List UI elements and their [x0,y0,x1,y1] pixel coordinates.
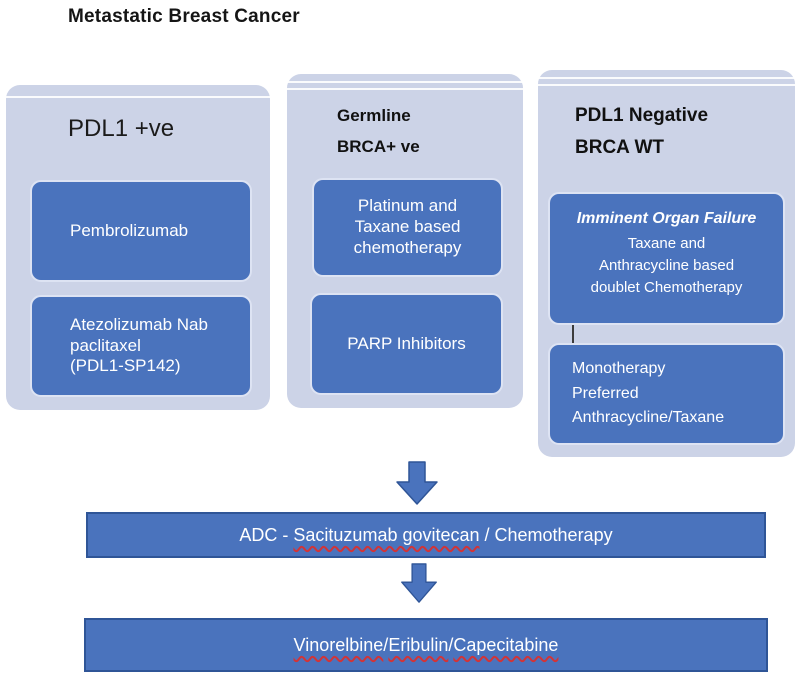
box-monotherapy [548,343,785,445]
page-title: Metastatic Breast Cancer [68,6,300,27]
box-line: Pembrolizumab [70,220,189,240]
column-pdl1-positive [6,85,270,410]
box-line: (PDL1-SP142) [70,356,181,376]
misspelled-word: Capecitabine [453,634,559,655]
box-atezolizumab [30,295,252,397]
box-line: Monotherapy [572,359,666,377]
bar-text-segment: / [448,634,454,655]
box-line: PARP Inhibitors [347,333,466,353]
box-line: Preferred [572,384,639,402]
column-header [6,115,270,143]
down-arrow-icon [395,461,439,506]
column-pdl1-negative-brca-wt [538,70,795,457]
column-top-divider [538,77,795,79]
column-header [538,100,795,164]
bar-text-segment: / [383,634,389,655]
down-arrow-icon [400,563,438,604]
bar-adc-chemotherapy [86,512,766,558]
box-parp-inhibitors [310,293,503,395]
box-line: Taxane based [354,217,461,237]
bar-text [239,525,612,546]
column-header-line: Germline [337,106,411,125]
column-header [287,100,523,162]
bar-vinorelbine-eribulin-capecitabine [84,618,768,672]
box-line: Taxane and [627,235,706,253]
bar-text-segment: ADC - [239,524,294,545]
box-title: Imminent Organ Failure [576,210,757,227]
misspelled-word: Sacituzumab govitecan [293,524,480,545]
box-line: chemotherapy [353,237,462,257]
column-top-divider [538,84,795,86]
box-imminent-organ-failure [548,192,785,325]
box-line: Anthracycline based [598,256,735,274]
column-germline-brca [287,74,523,408]
column-header-line: PDL1 Negative [575,105,709,126]
misspelled-word: Eribulin [388,634,449,655]
bar-text [294,635,559,656]
bar-text-segment: / Chemotherapy [479,524,613,545]
box-line: Atezolizumab Nab [70,314,208,334]
column-top-divider [287,88,523,90]
misspelled-word: Vinorelbine [293,634,384,655]
box-line: Platinum and [357,196,458,216]
box-line: paclitaxel [70,335,141,355]
column-header-line: BRCA+ ve [337,137,420,156]
column-header-line: BRCA WT [575,137,664,158]
box-line: doublet Chemotherapy [590,278,743,296]
box-line: Anthracycline/Taxane [572,409,725,427]
column-top-divider [287,81,523,83]
column-top-divider [6,96,270,98]
box-platinum-taxane [312,178,503,277]
box-pembrolizumab [30,180,252,282]
column-header-line: PDL1 +ve [68,115,175,142]
